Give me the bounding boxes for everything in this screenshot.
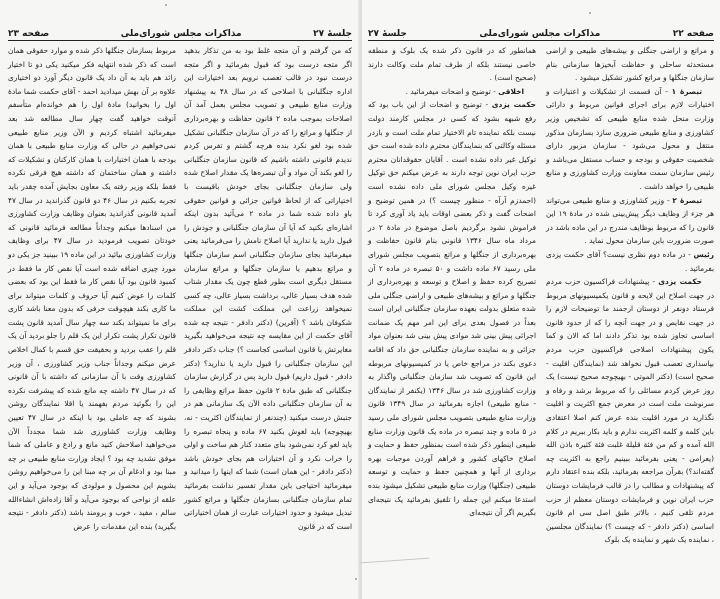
speaker-name: حکمت یزدی [658, 277, 702, 287]
running-title: مذاکرات مجلس شورای‌ملی [120, 29, 242, 39]
scan-speck [165, 4, 167, 6]
paragraph: مربوط بسازمان جنگلها ذکر شده و موارد حقوقی همان است که ذکر شده انتهایه فکر میکنید یکی دو تا اختیار زائد هم باید به آن داد یک قانون دیگر آورد دو اختیاری علاوه بر آن بهش میدادید احمد - آقای حکمت شما مادهٔ اول را بخوانید) مادهٔ اول را هم خوانده‌ام متأسفم آنوقت خواهید گفت چهار سال مطالعه شد بعد میفرمائید اشتباه کردیم و الآن وزیر منابع طبیعی نمی‌خواهیم در حالی که وزارت منابع طبیعی با همان بودجه با همان اختیارات با همان کارکنان و تشکیلات که داشته و همان ساختمان که داشته هیچ فرقی نکرده فقط بلکه وزیر رفته یک معاون بجایش آمده چقدر باید تجربه بکنیم در سال ۴۶ دو قانون گذراندید در سال ۴۷ آمدید قانونی گذراندید بعنوان وظایف وزارت کشاورزی من اسنادها میکنم وجداناً مطالعه فرمائید قانونی که خودتان تصویب فرمودید در سال ۴۷ برای وظایف وزارت کشاورزی بیائید در این ماده ۱۹ ببینید جز یکی دو مورد چیزی اضافه شده است آیا نقص کار ما فقط در کمبود قانون بود آیا نقص کار ما فقط این بود که بعضی کلمات را عوض کنیم آیا حروف و کلمات میتواند برای ما کاری بکند هیچوقت حرفی که بدون معنا باشد کاری برای ما نمیتواند بکند سه چهار سال آمدید قانون پشت قانون تکرار پشت تکرار این یک قلم را جلو بردید آن یک قلم را عقب بردید و بحقیقت حق قسم با کمال اخلاص عرض میکنم وجداناً جناب وزیر کشاورزی ، آن وزیر کشاورزی وقت با آن سازمانی که داشته با آن قانونی که در سال ۴۷ داشته چه مانع شده که پیشرفت نکرده این را بگوئید مردم بفهمند یا اقلا نمایندگان روشن بشوند که چه عاملی بود با اینکه در سال ۴۷ تعیین وظایف وزارت کشاورزی شد شما مجدداً الآن می‌خواهید اصلاحش کنید مانع و رادع و عاملی که شما موفق نشدید چه بود ؟ ایجاد وزارت منابع طبیعی بر چه مبنا بود و ادغام آن بر چه مبنا این را می‌خواهیم روشن بشویم این محصول و مولودی که بوجود می‌آید و این علقه از نواحی که بوجود می‌آید و آقا زاده‌اش انشاءالله سالم ، مفید ، خوب و برومند باشد (دکتر دادفر - نتیجه بگیرید) بنده این مقدمات را عرض [8, 46, 177, 531]
note-paragraph: تبصرهٔ ۲ - وزیر کشاورزی و منابع طبیعی می‌تواند هر جزء از وظایف دیگر پیش‌بینی شده در مادهٔ ۱۹ این قانون را که مربوط بوظایف مندرج در این ماده باشد در صورت ضرورت باین سازمان محول نماید . [546, 195, 714, 246]
page-number: صفحه ۲۲ [672, 29, 714, 39]
right-page-column-left [368, 44, 536, 520]
left-page-column-left [8, 44, 176, 533]
page-number: صفحه ۲۳ [8, 29, 50, 39]
session-number: جلسهٔ ۲۷ [368, 29, 407, 39]
scan-speck [589, 12, 591, 14]
paragraph: و مراتع و اراضی جنگلی و بیشه‌های طبیعی و اراضی مستحدثه ساحلی و حفاظت آبخیزها سازمانی بنام سازمان جنگلها و مراتع کشور تشکیل میشود . [546, 46, 714, 83]
note-label: تبصرهٔ ۱ [671, 86, 703, 96]
speaker-paragraph: اخلاقی - توضیح و اضحات میفرمائید . [405, 86, 524, 96]
speaker-paragraph: رئیس - در ماده دوم نظری نیست؟ آقای حکمت یزدی بفرمائید . [546, 249, 714, 273]
speaker-paragraph: حکمت یزدی - پیشنهادات فراکسیون حزب مردم در جهت اصلاح این لایحه و قانون یکمیسیونهای مربوط فرستاد دونفر از دوستان ارجمند ما توضیحات لازم را در جهت نقایص و در جهت آنچه را که از حدود قانون اساسی تجاوز شده بود تذکر دادند اما که الان و کما یکون پیشنهادات اصلاحی فراکسیون حزب مردم بپاسداری تعصب قبول نخواهد شد (نمایندگان اقلیت - صحیح است) (دکتر الموتی - بهیچوجه صحیح نیست) یک روز عرض کردم مسائلی را که مربوط برشد و رفاه و سرنوشت ملت است در معرض جمع اکثریت و اقلیت نگذارید در مورد اقلیت بنده عرض کنم اصلا اعتقادی باین کلمه و کلمه اکثریت ندارم و باید بکار ببریم در کلام الله آمده و کم من فئة قلیلة غلبت فئة کثیرة باذن الله (یعرامی - یعنی بفرمائید ببینیم راجع به اکثریت چه گفته‌اند؟) بقرآن مراجعه بفرمائید، بلکه بنده اعتقاد دارم که پیشنهادات و مطالب را در قالب فرمایشات دوستان حزب ایران نوین و فرمایشات دوستان معظم از حزب مردم تلقی کنیم ، بالاتر طبق اصل سی ام قانون اساسی (دکتر دادفر - که چیست ؟) نمایندگان مجلسین ، نماینده یک شهر و نماینده یک بلوک [546, 277, 714, 545]
right-page-header [368, 27, 714, 41]
speaker-name: رئیس [693, 249, 714, 259]
paragraph: که من گرفتم و آن متجه غلط بود به من تذکار بدهید اگر متجه درست بود که قبول بفرمائید و اگر متجه درست نبود در قالب تعصب نرویم بعد اختیارات این اداره جنگلبانی با اصلاحی که در سال ۴۸ به پیشنهاد وزارت منابع طبیعی و تصویب مجلس بعمل آمد آن اصلاحات بموجب ماده ۲ قانون حفاظت و بهره‌برداری از جنگلها و مراتع را که در آن سازمان جنگلبانی تشکیل شده بود لغو نکرد بنده هرچه گشتم و تفرس کردم ندیدم قانونی داشته باشیم که قانون سازمان جنگلبانی را لغو بکند آن مواد و آن تبصره‌ها یک مقدار اصلاح شده ولی سازمان جنگلبانی بجای خودش باقیست با اختیاراتی که از لحاظ قوانین جزائی و قوانین حقوقی باو داده شده شما در ماده ۲ می‌آئید بدون اینکه اشاره‌ای بکنید که آیا آن سازمان جنگلبانی و جودش را قبول دارید یا ندارید آیا اصلاح نامش را می‌فرمائید یعنی میفرمائید بجای سازمان جنگلبانی اسم سازمان جنگلها و مراتع بدهیم یا سازمان جنگلها و مراتع سازمان مستقل دیگری است بطور قطع چون یک مقدار شتاب شده هدف بسیار عالی، برداشت بسیار عالی، چه کسی نمیخواهد زراعت این مملکت کشت این مملکت شکوفان باشد ؟ (آفرین) (دکتر دادفر - نتیجه چه شده آقای حکمت از این مقایسه چه نتیجه می‌خواهید بگیرید مغایرتش با قانون اساسی کجاست ؟) جناب دکتر دادفر این سازمان جنگلبانی را قبول دارید یا ندارید؟ (دکتر دادفر - قبول داریم) قبول دارید پس در گزارش سازمان جنگلبانی که طبق مادهٔ ۲ قانون حفظ مراتع وظایفی را به آن سازمان جنگلبانی داده الآن یک سازمانی هم در جنبش درست میکنید (چندنفر از نمایندگان اکثریت - نه، بهیچوجه) باید لغوش بکنید ۶۷ ماده و پنجاه تبصره را باید لغو کرد نمی‌شود بنای متعدد کنار هم ساخت و اولی را خراب نکرد و آن اختیارات هم بجای خودش باشد (دکتر دادفر - این همان است) شما که اینها را میدانید و میفرمائید احتیاجی باین مقدار تفسیر نداشت بفرمائید تمام سازمان جنگلبانی بسازمان جنگلها و مراتع کشور تبدیل میشود و حدود اختیارات عبارت از همان اختیاراتی است که در قانون [184, 46, 353, 531]
speaker-name: اخلاقی [498, 86, 524, 96]
right-page-column-right [546, 44, 714, 547]
right-page [362, 0, 720, 599]
note-paragraph: تبصرهٔ ۱ - آن قسمت از تشکیلات و اعتبارات و اختیارات لازم برای اجرای قوانین مربوط و دارائی وزارت منحل شده منابع طیبعی که تشخیص وزیر کشاورزی و منابع طبیعی ضروری سازد بسازمان مذکور منتقل و محول می‌شود - سازمان مزبور دارای شخصیت حقوقی و بودجه و حساب مستقل می‌باشد و رئیس سازمان سمت معاونت وزارت کشاورزی و منابع طبیعی را خواهد داشت . [546, 86, 714, 191]
speaker-paragraph: حکمت یزدی - توضیح و اضحات از این باب بود که رفع شبهه بشود که کسی در مجلس کارمند دولت نیست بلکه نماینده تام الاختیار تمام ملت است و بازدر مسئله وکالتی که بنمایندگان محترم داده شده است حق توکیل غیر داده نشده است . آقایان حقوقدانان محترم حزب ایران نوین توجه دارند به عرض میکنم حق توکیل غیره وکیل مجلس شورای ملی داده نشده است (احمدزم آرآه - منظور چیست ؟) در همین توضیح و اضحات گفت و ذکر بعضی اوقات باید یاد آوری کرد تا فراموش نشود برگردیم باصل موضوع در مادهٔ ۲ در مرداد ماه سال ۱۳۴۶ قانونی بنام قانون حفاظت و بهره‌برداری از جنگلها و مراتع بتصویب مجلس شورای ملی رسید ۶۷ ماده داشت و ۵۰ تبصره در ماده ۲ آن تصریح کرده حفظ و اصلاح و توسعه و بهره‌برداری از جنگلها و مراتع و بیشه‌های طبیعی و اراضی جنگلی ملی شده متعلق بدولت بعهده سازمان جنگلبانی ایران است بعداً در فصول بعدی برای این امر مهم یک ضمانت اجرائی پیش بینی شد موادی پیش بینی شد بعنوان مواد جزائی و به نماینده سازمان جنگلبانی حق داد که اقامه دعوی بکند در مراجع خاص یا در کمیسیونهای مربوطه این قانون که تصویب شد سازمان جنگلبانی واگذار به وزارت کشاورزی شد در سال ۱۳۴۶ (یکنفر از نمایندگان - منابع طبیعی) اجازه بفرمائید در سال ۱۳۴۹ قانون وزارت منابع طبیعی بتصویب مجلس شورای ملی رسید در ۵ ماده و چند تبصره در ماده یک قانون وزارت منابع طبیعی اینطور ذکر شده است بمنظور حفظ و حمایت و اصلاح خاکهای کشور و فراهم آوردن موجبات بهره برداری از آنها و همچنین حفظ و حمایت و توسعه طبیعی (جنگلها) وزارت منابع طبیعی تشکیل میشود بنده استدعا میکنم این جمله را تلفیق بفرمائید یک نتیجه‌ای بگیریم اگر آن نتیجه‌ای [368, 100, 537, 518]
paragraph: همانطور که در قانون ذکر شده یک بلوک و منطقه خاصی نیستند بلکه از طرف تمام ملت وکالت دارند (صحیح است) . [368, 46, 536, 83]
running-title: مذاکرات مجلس شورای‌ملی [479, 29, 601, 39]
session-number: جلسهٔ ۲۷ [313, 29, 352, 39]
scan-speck [355, 578, 357, 580]
left-page-column-right [184, 44, 352, 533]
speaker-name: حکمت یزدی [491, 100, 536, 110]
note-label: تبصرهٔ ۲ [672, 195, 702, 205]
left-page-header [8, 27, 352, 41]
